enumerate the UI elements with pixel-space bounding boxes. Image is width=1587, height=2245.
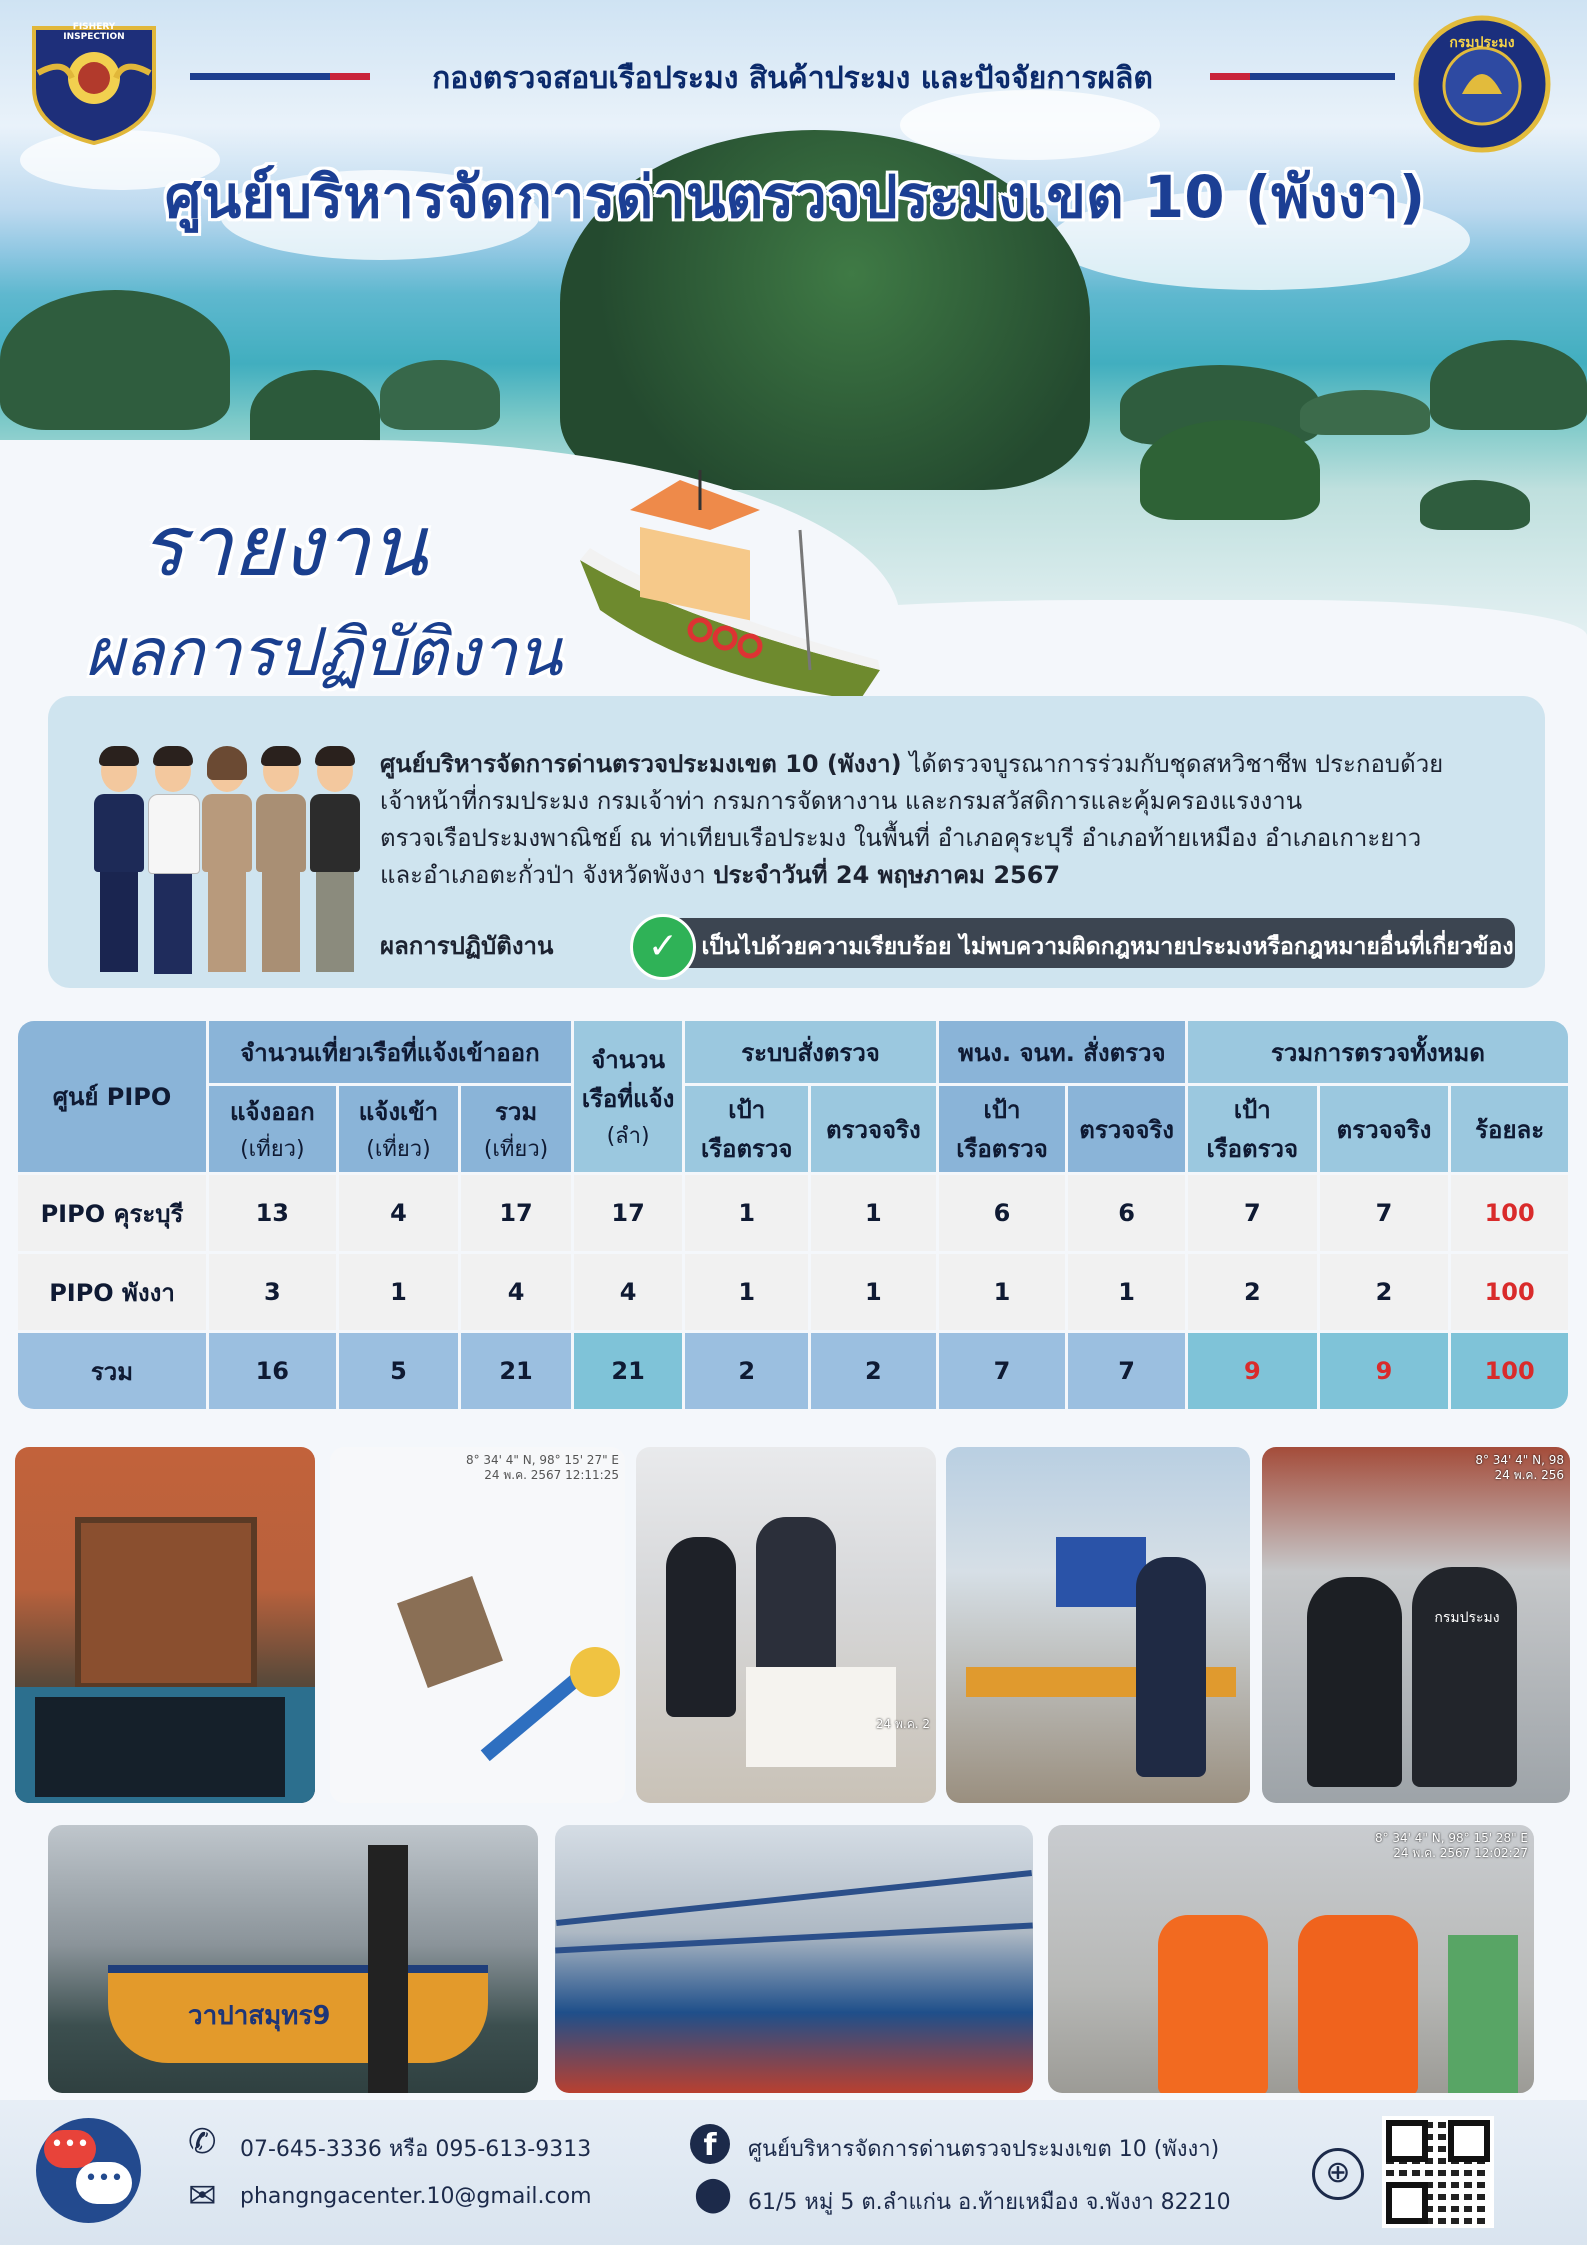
photo-vms-antenna [330, 1447, 625, 1803]
mail-icon: ✉ [188, 2176, 217, 2216]
center-name: ศูนย์บริหารจัดการด่านตรวจประมงเขต 10 (พังงา) [380, 750, 902, 778]
officer-figure [202, 750, 252, 972]
header-unit: (เที่ยว) [483, 1137, 549, 1162]
header-target-line1: เป้า [983, 1096, 1021, 1124]
photo-boats-harbor [555, 1825, 1033, 2093]
cell-sum: 21 [461, 1333, 571, 1409]
globe-icon[interactable]: ⊕ [1312, 2148, 1364, 2200]
header-sum-label: รวม [494, 1098, 538, 1126]
inspection-stats-table [15, 1018, 1571, 1412]
photo-fish-hold [15, 1447, 315, 1803]
header-off-target [939, 1086, 1066, 1172]
check-icon: ✓ [630, 914, 696, 980]
info-line: ตรวจเรือประมงพาณิชย์ ณ ท่าเทียบเรือประมง ในพื้นที่ อำเภอคุระบุรี อำเภอท้ายเหมือง อำเภอเกาะยาว [380, 824, 1422, 852]
footer [0, 2100, 1587, 2245]
cell-in: 5 [339, 1333, 459, 1409]
qr-code[interactable] [1382, 2116, 1494, 2228]
table-total-row [18, 1333, 1568, 1409]
cell-off-actual: 6 [1118, 1199, 1135, 1227]
header-total-group: รวมการตรวจทั้งหมด [1188, 1021, 1568, 1083]
cell-out: 16 [209, 1333, 336, 1409]
photo-caption: 24 พ.ค. 2 [875, 1717, 930, 1731]
photo-caption: 8° 34' 4" N, 98 24 พ.ค. 256 [1475, 1453, 1564, 1482]
info-line: ได้ตรวจบูรณาการร่วมกับชุดสหวิชาชีพ ประกอบด้วย [901, 750, 1444, 778]
header-boats-line2: เรือที่แจ้ง [581, 1085, 675, 1113]
header-unit: (เที่ยว) [366, 1137, 431, 1162]
header-target-line2: เรือตรวจ [956, 1135, 1048, 1163]
header-unit: (เที่ยว) [240, 1137, 305, 1162]
division-name: กองตรวจสอบเรือประมง สินค้าประมง และปัจจัยการผลิต [432, 61, 1153, 96]
header-in [339, 1086, 459, 1172]
officer-figure [148, 750, 198, 974]
cell-off-actual: 7 [1068, 1333, 1185, 1409]
cell-name: PIPO คุระบุรี [40, 1199, 184, 1228]
header-percent: ร้อยละ [1451, 1086, 1568, 1172]
facebook-icon: f [690, 2124, 730, 2164]
info-line: เจ้าหน้าที่กรมประมง กรมเจ้าท่า กรมการจัดหางาน และกรมสวัสดิการและคุ้มครองแรงงาน [380, 787, 1303, 815]
header-target-line2: เรือตรวจ [700, 1135, 793, 1163]
cell-tot-target: 2 [1243, 1278, 1261, 1306]
report-subtitle: ผลการปฏิบัติงาน [85, 614, 562, 691]
cell-boats: 17 [611, 1199, 645, 1227]
photo-caption: 8° 34' 4" N, 98° 15' 28" E 24 พ.ค. 2567 12:02:27 [1374, 1831, 1528, 1860]
cell-percent: 100 [1451, 1333, 1568, 1409]
location-pin-icon: ⬤ [694, 2174, 733, 2214]
cell-out: 3 [263, 1278, 281, 1306]
header-off-actual: ตรวจจริง [1068, 1086, 1185, 1172]
table-row [18, 1254, 1568, 1330]
header-out [209, 1086, 336, 1172]
officer-figure [256, 750, 306, 972]
photo-document-check [946, 1447, 1250, 1803]
info-description [380, 746, 1520, 894]
cell-off-target: 6 [993, 1199, 1011, 1227]
cell-name: รวม [18, 1333, 206, 1409]
cell-in: 4 [390, 1199, 407, 1227]
cell-off-target: 1 [993, 1278, 1011, 1306]
report-title: รายงาน [140, 497, 428, 595]
result-row [380, 914, 1515, 970]
photo-crew-lifejackets [1048, 1825, 1534, 2093]
cell-out: 13 [255, 1199, 290, 1227]
vest-label: กรมประมง [1434, 1610, 1500, 1626]
header-target-line2: เรือตรวจ [1206, 1135, 1299, 1163]
header-pipo: ศูนย์ PIPO [18, 1021, 206, 1172]
header-out-label: แจ้งออก [230, 1098, 315, 1126]
cell-tot-target: 9 [1188, 1333, 1317, 1409]
result-label: ผลการปฏิบัติงาน [380, 932, 554, 960]
boat-name: วาปาสมุทร9 [188, 2001, 331, 2031]
header-sys-actual: ตรวจจริง [811, 1086, 936, 1172]
header-system-group: ระบบสั่งตรวจ [685, 1021, 935, 1083]
fishery-logo-top-text: FISHERY INSPECTION [63, 22, 125, 42]
cell-sys-target: 2 [685, 1333, 808, 1409]
facebook-page[interactable]: ศูนย์บริหารจัดการด่านตรวจประมงเขต 10 (พังงา) [748, 2137, 1220, 2162]
info-line: และอำเภอตะกั่วป่า จังหวัดพังงา [380, 861, 714, 889]
info-panel [48, 696, 1545, 988]
phone-icon: ✆ [188, 2122, 217, 2162]
header-sys-target [685, 1086, 808, 1172]
header-tot-actual: ตรวจจริง [1320, 1086, 1449, 1172]
cell-sys-actual: 2 [811, 1333, 936, 1409]
email-address[interactable]: phangngacenter.10@gmail.com [240, 2184, 592, 2209]
cell-in: 1 [390, 1278, 407, 1306]
photo-caption: 8° 34' 4" N, 98° 15' 27" E 24 พ.ค. 2567 12:11:25 [465, 1453, 619, 1482]
cell-tot-actual: 7 [1375, 1199, 1393, 1227]
officer-figure [310, 750, 360, 972]
cell-sum: 4 [507, 1278, 525, 1306]
photo-fishing-boat [48, 1825, 538, 2093]
result-text: เป็นไปด้วยความเรียบร้อย ไม่พบความผิดกฎหมายประมงหรือกฎหมายอื่นที่เกี่ยวข้อง [701, 934, 1514, 960]
photo-inspection-table [636, 1447, 936, 1803]
header-tot-target [1188, 1086, 1317, 1172]
cell-tot-actual: 9 [1320, 1333, 1449, 1409]
cell-off-target: 7 [939, 1333, 1066, 1409]
cell-sys-actual: 1 [865, 1278, 882, 1306]
cell-sys-target: 1 [738, 1199, 756, 1227]
header-trips-group: จำนวนเที่ยวเรือที่แจ้งเข้าออก [209, 1021, 571, 1083]
cell-boats: 21 [574, 1333, 683, 1409]
fishing-boat-illustration [560, 470, 890, 710]
header-officer-group: พนง. จนท. สั่งตรวจ [939, 1021, 1185, 1083]
center-title: ศูนย์บริหารจัดการด่านตรวจประมงเขต 10 (พังงา) [164, 163, 1426, 231]
officer-figure [94, 750, 144, 972]
photo-officers-vest [1262, 1447, 1570, 1803]
cell-boats: 4 [619, 1278, 637, 1306]
division-header [190, 55, 1395, 97]
phone-number[interactable]: 07-645-3336 หรือ 095-613-9313 [240, 2137, 592, 2162]
cell-percent: 100 [1484, 1199, 1535, 1227]
cell-tot-actual: 2 [1375, 1278, 1393, 1306]
cell-sys-target: 1 [738, 1278, 756, 1306]
header-boats-unit: (ลำ) [606, 1124, 650, 1149]
cell-off-actual: 1 [1118, 1278, 1135, 1306]
header-sum [461, 1086, 571, 1172]
cell-percent: 100 [1484, 1278, 1535, 1306]
chat-icon[interactable]: ••• ••• [36, 2118, 141, 2223]
address: 61/5 หมู่ 5 ต.ลำแก่น อ.ท้ายเหมือง จ.พังงา 82210 [748, 2190, 1231, 2215]
seal-text: กรมประมง [1449, 35, 1515, 51]
header-boats [574, 1021, 683, 1172]
report-date: ประจำวันที่ 24 พฤษภาคม 2567 [713, 861, 1061, 889]
result-pill [640, 918, 1515, 968]
cell-sum: 17 [499, 1199, 533, 1227]
table-row [18, 1175, 1568, 1251]
cell-name: PIPO พังงา [49, 1278, 175, 1307]
header-boats-line1: จำนวน [591, 1046, 666, 1074]
cell-tot-target: 7 [1243, 1199, 1261, 1227]
cell-sys-actual: 1 [865, 1199, 882, 1227]
header-in-label: แจ้งเข้า [358, 1098, 439, 1126]
header-target-line1: เป้า [1233, 1096, 1271, 1124]
header-target-line1: เป้า [728, 1096, 766, 1124]
